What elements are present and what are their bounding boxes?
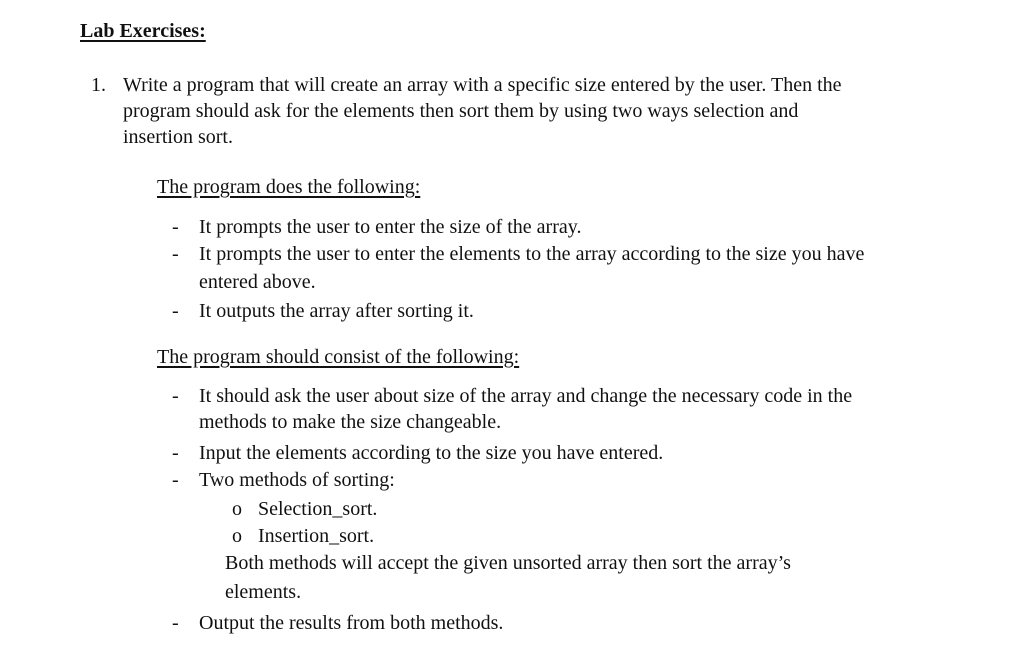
exercise-line: insertion sort. [123, 126, 233, 148]
does-item-2-cont: entered above. [199, 271, 316, 293]
does-item-1: It prompts the user to enter the size of the array. [199, 216, 582, 238]
sub-bullet-marker: o [232, 525, 242, 547]
exercise-number: 1. [91, 74, 106, 96]
sub-bullet-marker: o [232, 498, 242, 520]
bullet-dash: - [172, 300, 179, 322]
bullet-dash: - [172, 612, 179, 634]
consist-heading: The program should consist of the following: [157, 346, 520, 368]
consist-item-last: Output the results from both methods. [199, 612, 504, 634]
consist-item-1-cont: methods to make the size changeable. [199, 411, 502, 433]
bullet-dash: - [172, 216, 179, 238]
sorting-note: Both methods will accept the given unsorted array then sort the array’s [225, 552, 791, 574]
sort-method-insertion: Insertion_sort. [258, 525, 375, 547]
does-heading: The program does the following: [157, 176, 421, 198]
bullet-dash: - [172, 442, 179, 464]
section-title: Lab Exercises: [80, 20, 206, 42]
bullet-dash: - [172, 385, 179, 407]
exercise-line: program should ask for the elements then sort them by using two ways selection and [123, 100, 799, 122]
bullet-dash: - [172, 243, 179, 265]
consist-item-2: Input the elements according to the size you have entered. [199, 442, 664, 464]
bullet-dash: - [172, 469, 179, 491]
exercise-line: Write a program that will create an array with a specific size entered by the user. Then the [123, 74, 842, 96]
sorting-note-cont: elements. [225, 581, 302, 603]
does-item-2: It prompts the user to enter the elements to the array according to the size you have [199, 243, 865, 265]
consist-item-3: Two methods of sorting: [199, 469, 395, 491]
exercise-description [123, 72, 842, 150]
consist-item-1: It should ask the user about size of the array and change the necessary code in the [199, 385, 853, 407]
does-item-3: It outputs the array after sorting it. [199, 300, 474, 322]
sort-method-selection: Selection_sort. [258, 498, 378, 520]
